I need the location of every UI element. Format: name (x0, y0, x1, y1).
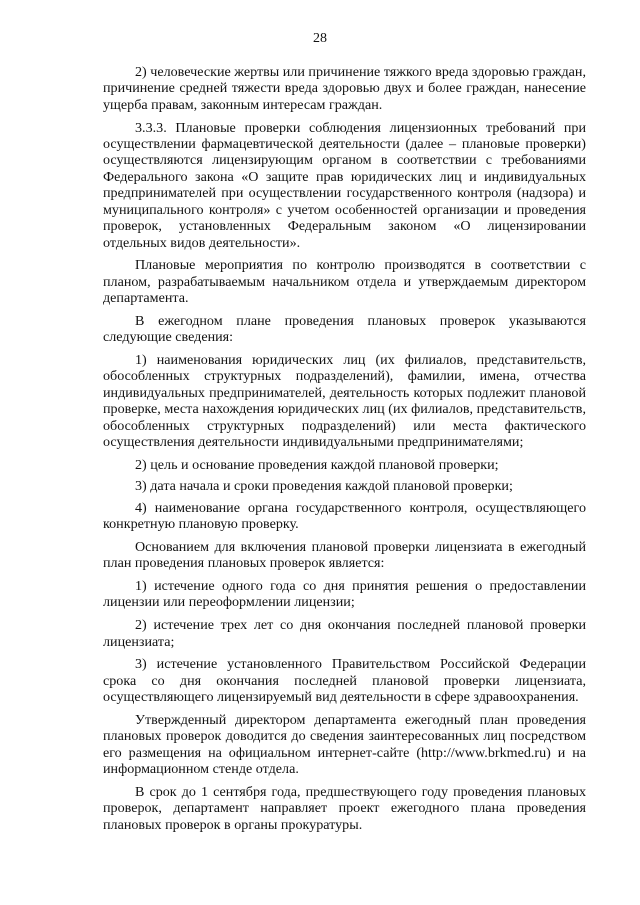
paragraph: 1) истечение одного года со дня принятия решения о предоставлении лицензии или переоформлении лицензии; (103, 578, 586, 611)
paragraph: В ежегодном плане проведения плановых проверок указываются следующие сведения: (103, 312, 586, 346)
page-number: 28 (313, 31, 327, 46)
paragraph: 3) дата начала и сроки проведения каждой плановой проверки; (135, 478, 513, 495)
paragraph: 1) наименования юридических лиц (их филиалов, представительств, обособленных структурных подразделений), фамилии, имена, отчества индивидуальных предпринимателей, деятельность которых подлежит плановой проверке, места нахождения юридических лиц (их филиалов, представительств, обособленных структурных подразделений) или места фактического осуществления деятельности индивидуальными предпринимателями; (103, 352, 586, 451)
paragraph: 3) истечение установленного Правительством Российской Федерации срока со дня окончания последней плановой проверки лицензиата, осуществляющего лицензируемый вид деятельности в сфере здравоохранения. (103, 656, 586, 706)
paragraph: 2) цель и основание проведения каждой плановой проверки; (135, 456, 499, 473)
paragraph: 2) человеческие жертвы или причинение тяжкого вреда здоровью граждан, причинение средней тяжести вреда здоровью двух и более граждан, нанесение ущерба правам, законным интересам граждан. (103, 64, 586, 113)
paragraph: Плановые мероприятия по контролю производятся в соответствии с планом, разрабатываемым начальником отдела и утверждаемым директором департамента. (103, 257, 586, 307)
paragraph: В срок до 1 сентября года, предшествующего году проведения плановых проверок, департамент направляет проект ежегодного плана проведения плановых проверок в органы прокуратуры. (103, 783, 586, 833)
paragraph: 4) наименование органа государственного контроля, осуществляющего конкретную плановую проверку. (103, 499, 586, 533)
paragraph: 2) истечение трех лет со дня окончания последней плановой проверки лицензиата; (103, 617, 586, 650)
paragraph: 3.3.3. Плановые проверки соблюдения лицензионных требований при осуществлении фармацевтической деятельности (далее – плановые проверки) осуществляются лицензирующим органом в соответствии с требованиями Федерального закона «О защите прав юридических лиц и индивидуальных предпринимателей при осуществлении государственного контроля (надзора) и муниципального контроля» с учетом особенностей организации и проведения проверок, установленных Федеральным законом «О лицензировании отдельных видов деятельности». (103, 119, 586, 251)
paragraph: Основанием для включения плановой проверки лицензиата в ежегодный план проведения плановых проверок является: (103, 538, 586, 572)
document-body (103, 64, 586, 839)
paragraph: Утвержденный директором департамента ежегодный план проведения плановых проверок доводится до сведения заинтересованных лиц посредством его размещения на официальном интернет-сайте (http://www.brkmed.ru) и на информационном стенде отдела. (103, 711, 586, 778)
